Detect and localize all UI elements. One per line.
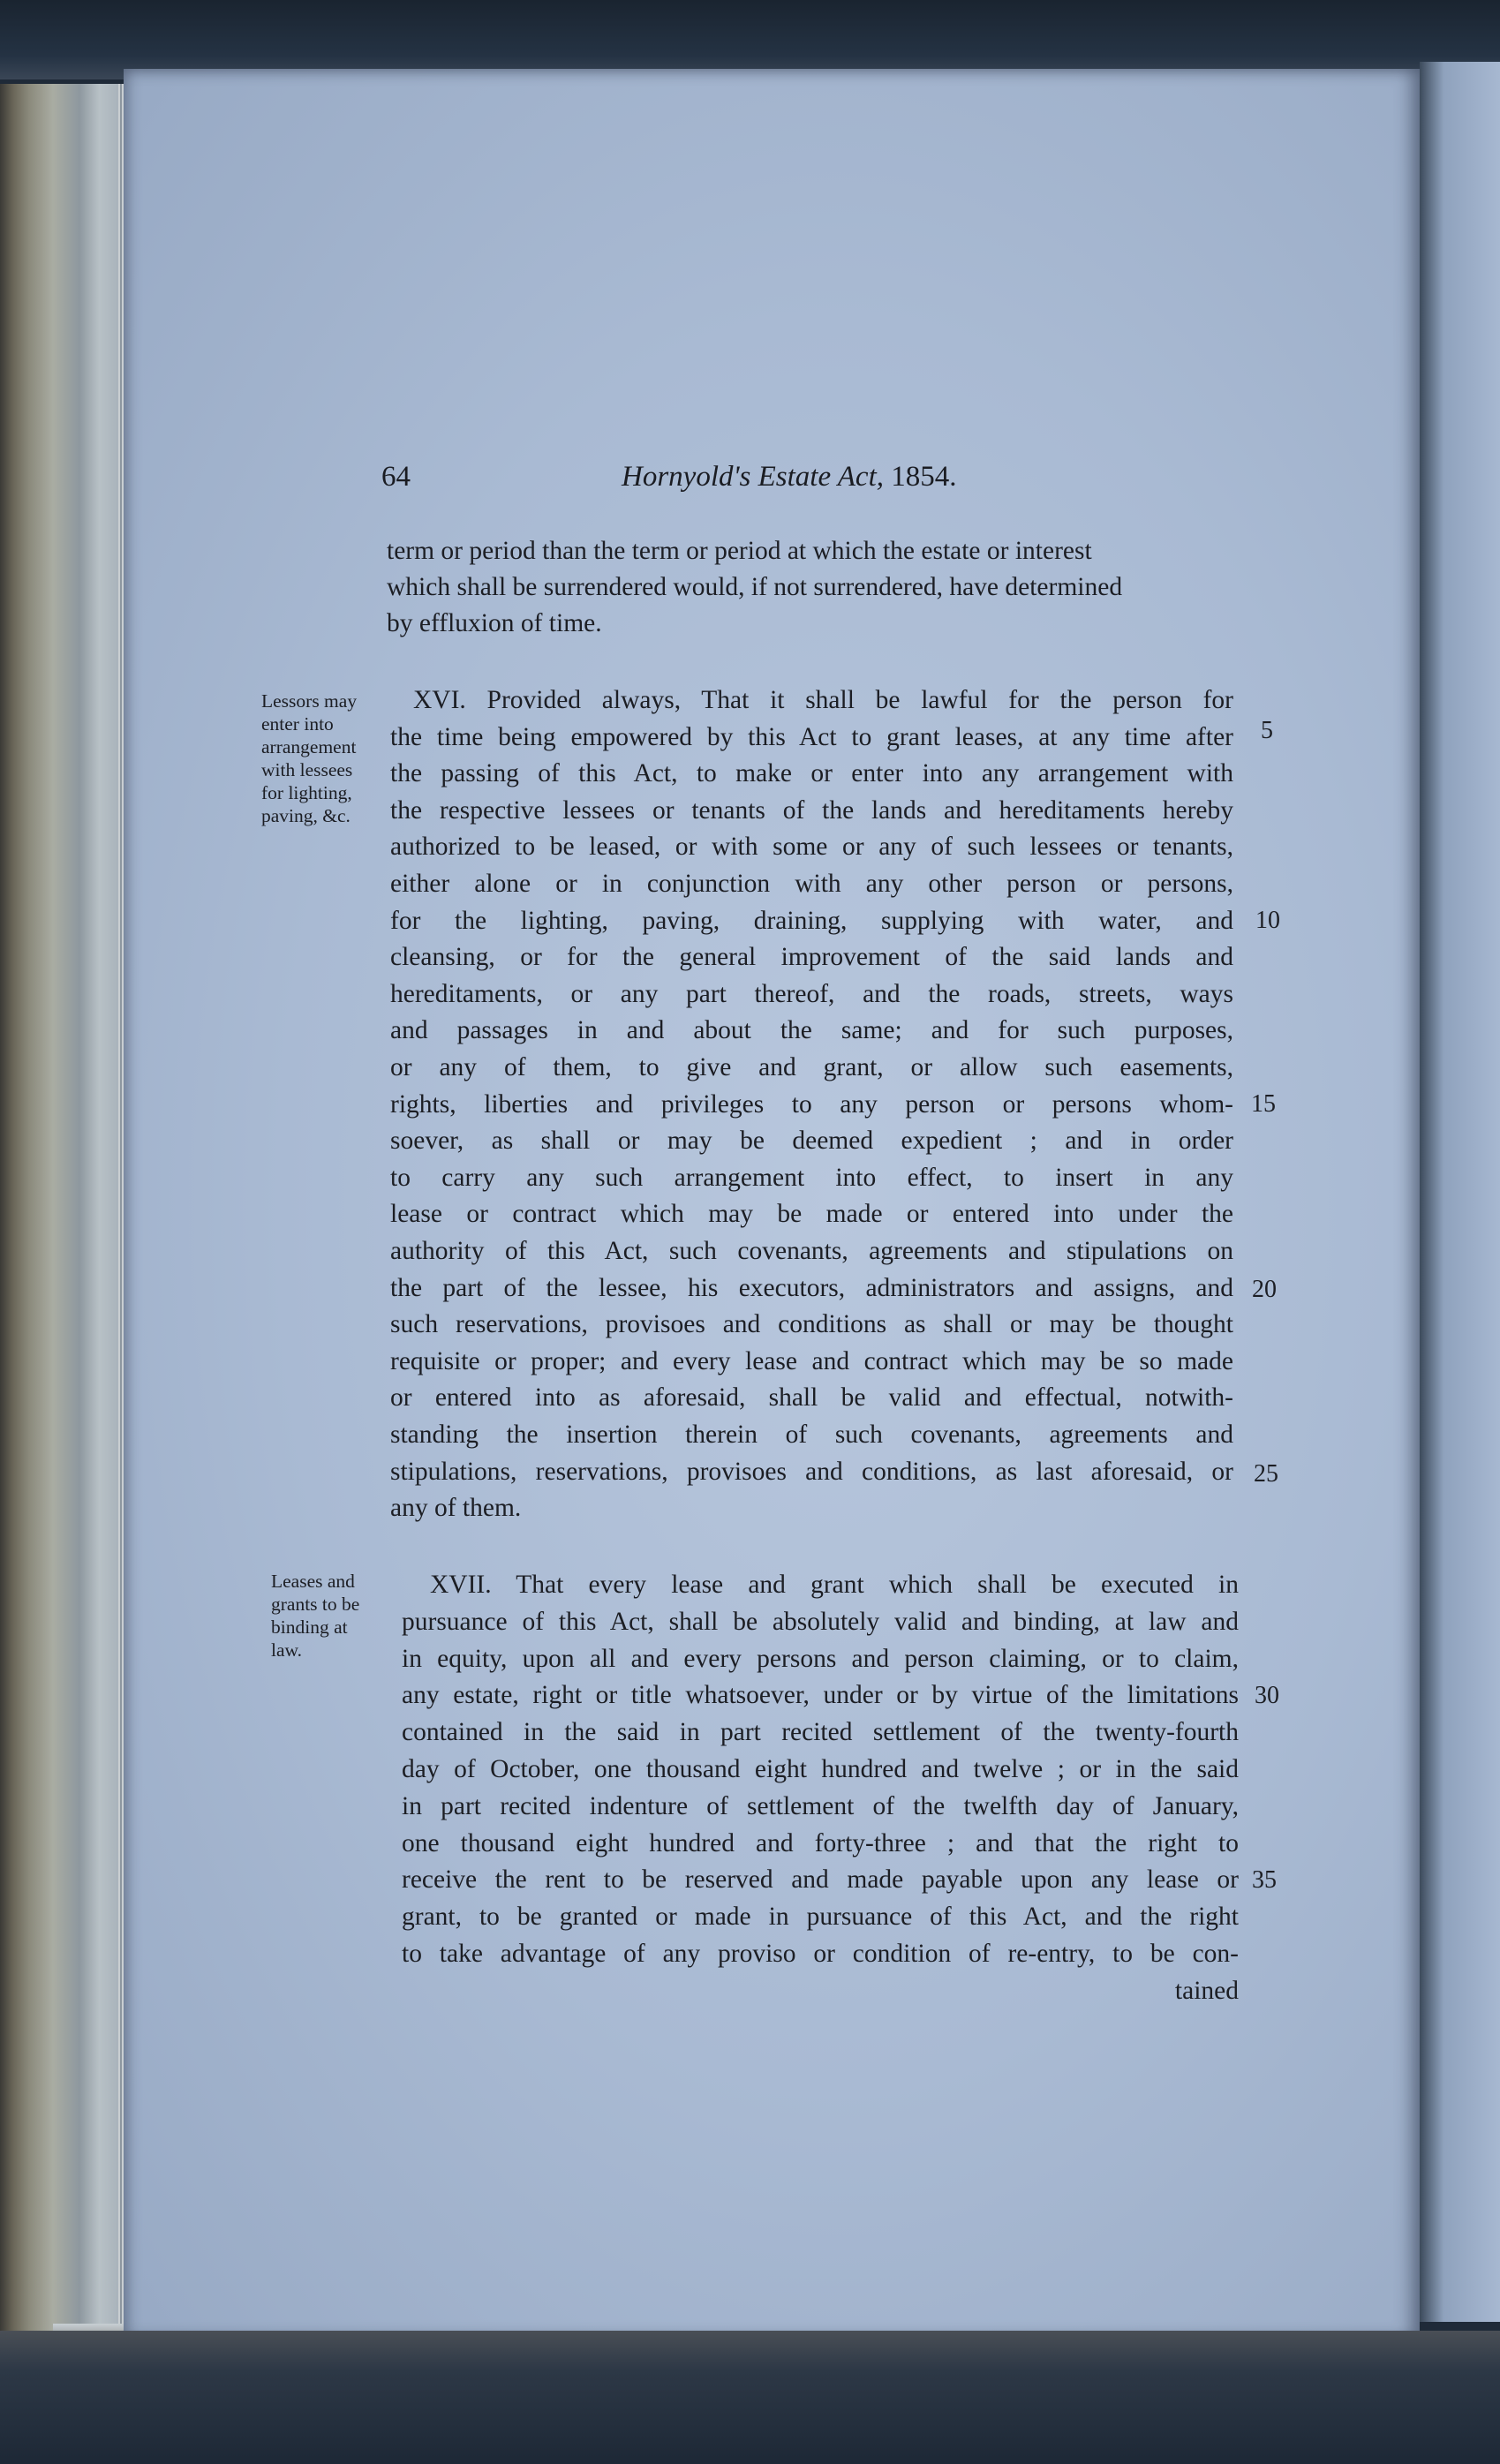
text-line: receive the rent to be reserved and made payable upon any lease or	[402, 1865, 1239, 1895]
page-edges-left	[0, 84, 132, 2344]
running-title-year: 1854.	[891, 461, 957, 493]
text-line: or entered into as aforesaid, shall be valid and effectual, notwith-	[390, 1383, 1233, 1413]
text-line: day of October, one thousand eight hundred and twelve ; or in the said	[402, 1755, 1239, 1783]
text-line: lease or contract which may be made or entered into under the	[390, 1200, 1233, 1229]
running-title	[622, 461, 957, 494]
text-line: grant, to be granted or made in pursuance of this Act, and the right	[402, 1903, 1239, 1932]
text-line: authorized to be leased, or with some or any of such lessees or tenants,	[390, 833, 1233, 862]
text-line: pursuance of this Act, shall be absolutely valid and binding, at law and	[402, 1607, 1239, 1636]
marginal-note-leases	[271, 1570, 359, 1662]
text-line: soever, as shall or may be deemed expedient ; and in order	[390, 1127, 1233, 1156]
marginal-line: binding at	[271, 1616, 348, 1638]
text-line: and passages in and about the same; and for such purposes,	[390, 1016, 1233, 1045]
text-line: in part recited indenture of settlement of the twelfth day of January,	[402, 1791, 1239, 1820]
text-line: requisite or proper; and every lease and contract which may be so made	[390, 1346, 1233, 1375]
marginal-line: Leases and	[271, 1571, 355, 1592]
text-line: for the lighting, paving, draining, supplying with water, and	[390, 906, 1233, 935]
text-line: to carry any such arrangement into effect, to insert in any	[390, 1163, 1233, 1192]
page-number: 64	[381, 461, 411, 493]
text-line: stipulations, reservations, provisoes and conditions, as last aforesaid, or	[390, 1457, 1233, 1486]
text-line: term or period than the term or period at which the estate or interest	[387, 537, 1092, 565]
text-line: such reservations, provisoes and conditions as shall or may be thought	[390, 1310, 1233, 1339]
running-header	[381, 461, 999, 500]
text-line: contained in the said in part recited settlement of the twenty-fourth	[402, 1718, 1239, 1747]
line-number: 25	[1254, 1460, 1278, 1488]
text-line: the time being empowered by this Act to grant leases, at any time after	[390, 722, 1233, 751]
line-number: 10	[1255, 907, 1280, 934]
text-line: in equity, upon all and every persons and person claiming, or to claim,	[402, 1644, 1239, 1673]
next-page-edge	[1420, 62, 1500, 2322]
line-number: 5	[1261, 717, 1273, 744]
text-line: which shall be surrendered would, if not surrendered, have determined	[387, 573, 1123, 601]
text-line: the part of the lessee, his executors, administrators and assigns, and	[390, 1273, 1233, 1302]
text-line: by effluxion of time.	[387, 609, 602, 637]
marginal-line: law.	[271, 1639, 303, 1661]
text-line: cleansing, or for the general improvement of the said lands and	[390, 943, 1233, 972]
line-number: 30	[1255, 1682, 1279, 1709]
text-line: one thousand eight hundred and forty-three ; and that the right to	[402, 1828, 1239, 1857]
marginal-line: with lessees	[261, 759, 353, 780]
text-line: standing the insertion therein of such covenants, agreements and	[390, 1420, 1233, 1449]
marginal-line: Lessors may	[261, 690, 358, 712]
text-line: any estate, right or title whatsoever, under or by virtue of the limitations	[402, 1681, 1239, 1710]
text-line: hereditaments, or any part thereof, and the roads, streets, ways	[390, 979, 1233, 1008]
text-line: either alone or in conjunction with any other person or persons,	[390, 870, 1233, 898]
text-line: authority of this Act, such covenants, agreements and stipulations on	[390, 1237, 1233, 1265]
line-number: 20	[1252, 1276, 1277, 1303]
line-number: 15	[1251, 1090, 1276, 1118]
running-title-text: Hornyold's Estate Act,	[622, 461, 884, 493]
book-binding-bottom	[0, 2331, 1500, 2464]
text-line: or any of them, to give and grant, or allow such easements,	[390, 1053, 1233, 1081]
line-number: 35	[1252, 1866, 1277, 1894]
marginal-line: paving, &c.	[261, 805, 351, 826]
text-line: the respective lessees or tenants of the lands and hereditaments hereby	[390, 795, 1233, 825]
marginal-line: enter into	[261, 713, 334, 735]
catchword: tained	[1174, 1976, 1239, 2005]
marginal-line: grants to be	[271, 1594, 360, 1615]
text-line: to take advantage of any proviso or condition of re-entry, to be con-	[402, 1940, 1239, 1968]
text-line: any of them.	[390, 1494, 522, 1523]
marginal-line: for lighting,	[261, 782, 352, 803]
text-line: rights, liberties and privileges to any person or persons whom-	[390, 1089, 1233, 1119]
marginal-line: arrangement	[261, 736, 357, 757]
book-binding-top	[0, 0, 1500, 79]
marginal-note-lessors	[261, 689, 357, 827]
text-line: XVI. Provided always, That it shall be lawful for the person for	[413, 686, 1233, 714]
text-line: XVII. That every lease and grant which shall be executed in	[430, 1571, 1239, 1599]
text-line: the passing of this Act, to make or enter into any arrangement with	[390, 759, 1233, 788]
